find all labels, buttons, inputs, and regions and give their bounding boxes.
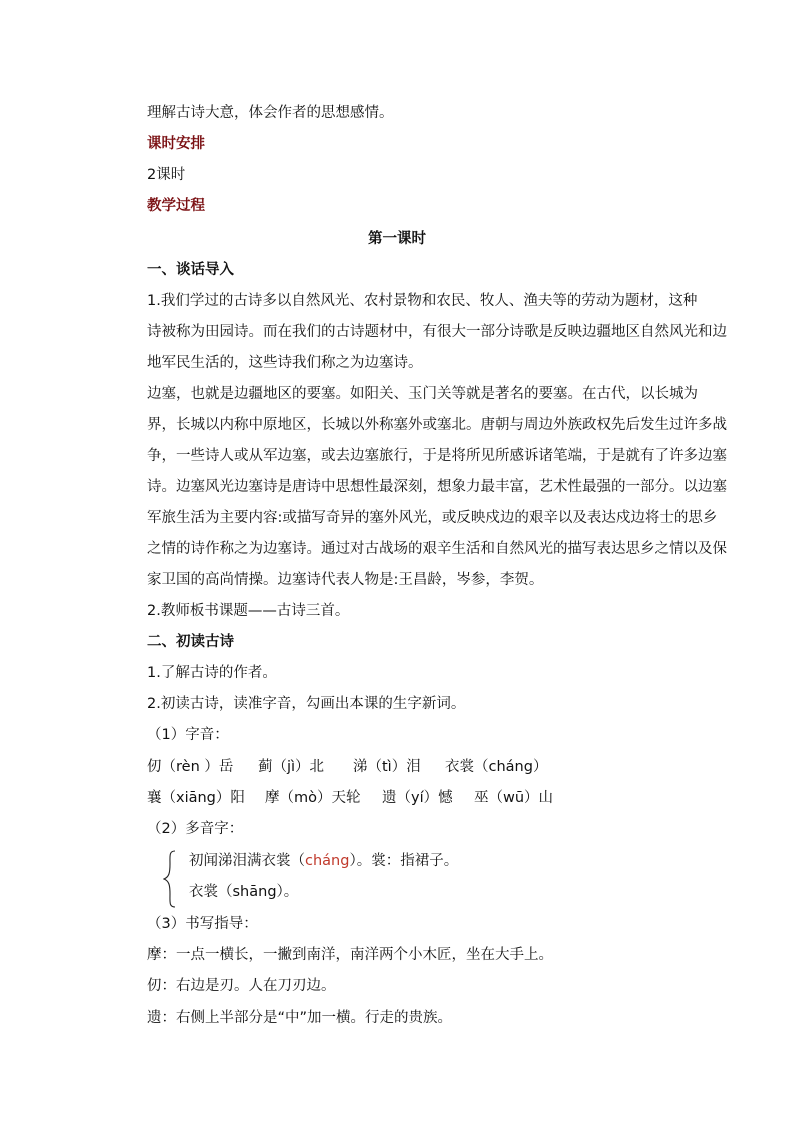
schedule-heading: 课时安排 [147,136,205,152]
polyphone-line-2: 衣裳（shāng）。 [189,884,299,900]
p2-line-1: 边塞，也就是边疆地区的要塞。如阳关、玉门关等就是著名的要塞。在古代，以长城为 [147,386,698,402]
polyphone-pinyin: cháng [305,853,350,869]
pinyin-item: 仞（rèn ）岳 [147,759,234,775]
lesson-title: 第一课时 [368,231,426,247]
writing-tip-1: 摩：一点一横长，一撇到南洋，南洋两个小木匠，坐在大手上。 [147,947,553,963]
writing-tip-3: 遗：右侧上半部分是“中”加一横。行走的贵族。 [147,1010,453,1026]
pinyin-item: 涕（tì）泪 [353,759,421,775]
polyphone-suffix: ）。裳：指裙子。 [349,853,459,869]
p2-line-5: 军旅生活为主要内容:或描写奇异的塞外风光，或反映戍边的艰辛以及表达戍边将士的思乡 [147,510,718,526]
p3-line: 2.教师板书课题——古诗三首。 [147,603,350,619]
s2-item-1: 1.了解古诗的作者。 [147,665,277,681]
curly-brace-icon [163,850,177,908]
polyphone-line-1 [189,851,458,871]
p2-line-2: 界，长城以内称中原地区，长城以外称塞外或塞北。唐朝与周边外族政权先后发生过许多战 [147,417,727,433]
p1-line-2: 诗被称为田园诗。而在我们的古诗题材中，有很大一部分诗歌是反映边疆地区自然风光和边 [147,324,727,340]
schedule-value: 2课时 [147,167,186,183]
pinyin-item: 遗（yí）憾 [382,790,453,806]
section1-heading: 一、谈话导入 [147,262,234,278]
p2-line-4: 诗。边塞风光边塞诗是唐诗中思想性最深刻，想象力最丰富，艺术性最强的一部分。以边塞 [147,479,727,495]
p1-line-3: 地军民生活的，这些诗我们称之为边塞诗。 [147,355,423,371]
sub-heading-1: （1）字音： [147,727,229,743]
p1-line-1: 1.我们学过的古诗多以自然风光、农村景物和农民、牧人、渔夫等的劳动为题材，这种 [147,293,698,309]
writing-tip-2: 仞：右边是刃。人在刀刃边。 [147,978,336,994]
pinyin-item: 摩（mò）天轮 [265,790,361,806]
polyphone-prefix: 初闻涕泪满衣裳（ [189,853,305,869]
p2-line-6: 之情的诗作称之为边塞诗。通过对古战场的艰辛生活和自然风光的描写表达思乡之情以及保 [147,541,727,557]
pinyin-item: 巫（wū）山 [474,790,554,806]
p2-line-3: 争，一些诗人或从军边塞，或去边塞旅行，于是将所见所感诉诸笔端，于是就有了许多边塞 [147,448,727,464]
sub-heading-3: （3）书写指导： [147,916,258,932]
process-heading: 教学过程 [147,198,205,214]
s2-item-2: 2.初读古诗，读准字音，勾画出本课的生字新词。 [147,696,466,712]
pinyin-item: 襄（xiāng）阳 [147,790,245,806]
sub-heading-2: （2）多音字： [147,821,244,837]
section2-heading: 二、初读古诗 [147,634,234,650]
pinyin-item: 蓟（jì）北 [258,759,325,775]
p2-line-7: 家卫国的高尚情操。边塞诗代表人物是:王昌龄，岑参，李贺。 [147,572,544,588]
intro-line: 理解古诗大意，体会作者的思想感情。 [147,105,394,121]
pinyin-item: 衣裳（cháng） [445,759,548,775]
